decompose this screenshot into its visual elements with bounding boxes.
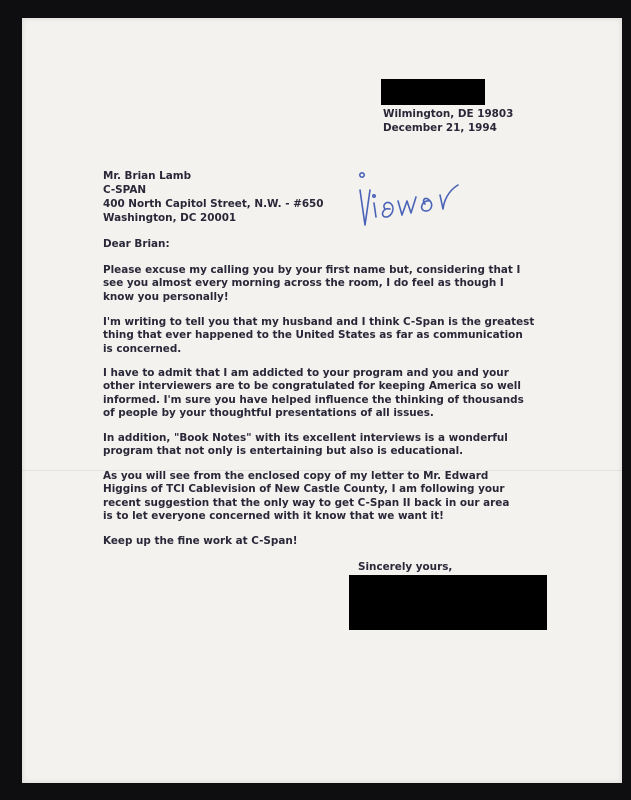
paragraph-4: In addition, "Book Notes" with its excellent interviews is a wonderful program that not only is entertaining but also is educational. [103,432,508,458]
paragraph-1: Please excuse my calling you by your first name but, considering that I see you almost every morning across the room, I do feel as though I know you personally! [103,264,521,303]
paragraph-3: I have to admit that I am addicted to your program and you and your other interviewers are to be congratulated for keeping America so well informed. I'm sure you have helped influence the thinking of thousands of people by your thoughtful presentations of all issues. [103,367,524,419]
handwriting-viewer-icon [352,145,467,240]
paragraph-5: As you will see from the enclosed copy of my letter to Mr. Edward Higgins of TCI Cablevision of New Castle County, I am following your recent suggestion that the only way to get C-Span II back in our area is to let everyone concerned with it know that we want it! [103,470,510,522]
letter-date: December 21, 1994 [383,122,497,134]
sender-city: Wilmington, DE 19803 [383,108,514,120]
handwritten-annotation [352,145,467,240]
paragraph-2: I'm writing to tell you that my husband and I think C-Span is the greatest thing that ever happened to the United States as far as communication is concerned. [103,316,535,355]
paragraph-6: Keep up the fine work at C-Span! [103,535,298,547]
closing: Sincerely yours, [358,561,453,573]
salutation: Dear Brian: [103,238,170,250]
redacted-signature [349,575,547,630]
recipient-street: 400 North Capitol Street, N.W. - #650 [103,198,324,210]
recipient-name: Mr. Brian Lamb [103,170,192,182]
recipient-org: C-SPAN [103,184,147,196]
recipient-city: Washington, DC 20001 [103,212,237,224]
redacted-sender-name [381,79,485,105]
